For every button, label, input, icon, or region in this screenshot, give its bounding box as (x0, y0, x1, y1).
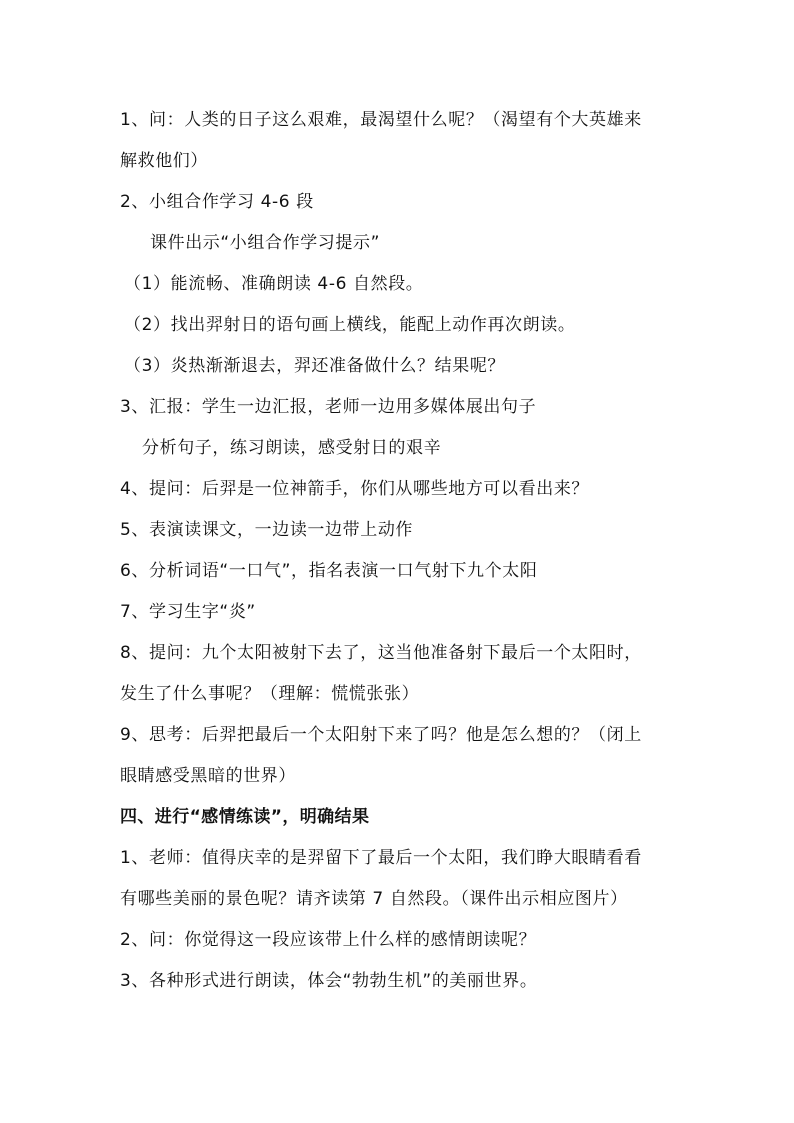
item-7-new-character: 7、学习生字“炎” (120, 602, 256, 622)
item-3-report: 3、汇报：学生一边汇报，老师一边用多媒体展出句子 (120, 397, 537, 417)
section-four-item-1-line-1: 1、老师：值得庆幸的是羿留下了最后一个太阳，我们睁大眼睛看看 (120, 848, 642, 868)
section-four-heading: 四、进行“感情练读”，明确结果 (120, 807, 370, 827)
prompt-item-3: （3）炎热渐渐退去，羿还准备做什么？结果呢？ (124, 356, 506, 376)
section-four-item-2: 2、问：你觉得这一段应该带上什么样的感情朗读呢？ (120, 930, 537, 950)
item-4-question: 4、提问：后羿是一位神箭手，你们从哪些地方可以看出来？ (120, 479, 590, 499)
question-1-line-1: 1、问：人类的日子这么艰难，最渴望什么呢？（渴望有个大英雄来 (120, 110, 642, 130)
item-8-question-line-2: 发生了什么事呢？（理解：慌慌张张） (120, 684, 420, 704)
prompt-item-2: （2）找出羿射日的语句画上横线，能配上动作再次朗读。 (124, 315, 576, 335)
courseware-prompt: 课件出示“小组合作学习提示” (150, 233, 381, 253)
question-1-line-2: 解救他们） (120, 151, 208, 171)
section-four-item-1-line-2: 有哪些美丽的景色呢？请齐读第 7 自然段。（课件出示相应图片） (120, 889, 628, 909)
document-body (120, 100, 690, 1002)
item-5-performance-reading: 5、表演读课文，一边读一边带上动作 (120, 520, 414, 540)
section-four-item-3: 3、各种形式进行朗读，体会“勃勃生机”的美丽世界。 (120, 971, 538, 991)
item-2-group-study: 2、小组合作学习 4-6 段 (120, 192, 314, 212)
item-9-thinking-line-1: 9、思考：后羿把最后一个太阳射下来了吗？他是怎么想的？（闭上 (120, 725, 642, 745)
prompt-item-1: （1）能流畅、准确朗读 4-6 自然段。 (124, 274, 424, 294)
item-9-thinking-line-2: 眼睛感受黑暗的世界） (120, 766, 296, 786)
sentence-analysis: 分析句子，练习朗读，感受射日的艰辛 (142, 438, 442, 458)
item-8-question-line-1: 8、提问：九个太阳被射下去了，这当他准备射下最后一个太阳时， (120, 643, 642, 663)
item-6-word-analysis: 6、分析词语“一口气”，指名表演一口气射下九个太阳 (120, 561, 538, 581)
